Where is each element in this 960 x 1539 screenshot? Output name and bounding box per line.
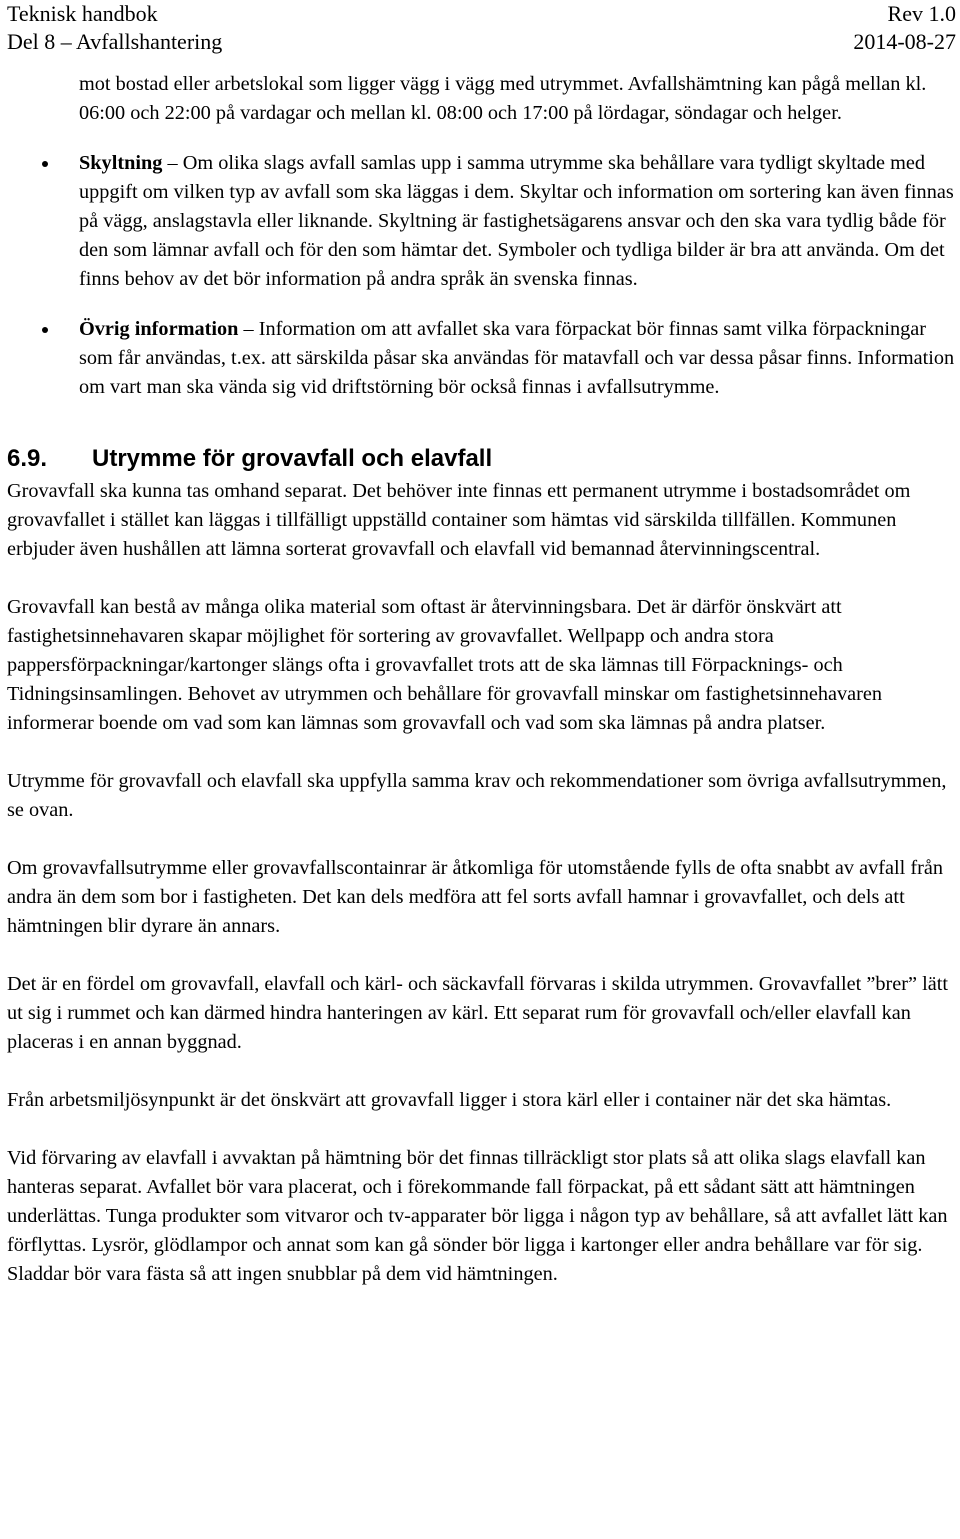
document-title: Teknisk handbok [7, 1, 158, 26]
bullet-dash: – [162, 152, 183, 174]
bullet-lead: Skyltning [79, 152, 163, 174]
paragraph: Grovavfall ska kunna tas omhand separat. Det behöver inte finnas ett permanent utrymme i bostadsområdet om grovavfallet i stället kan läggas i tillfälligt uppställd container som hämtas vid särskilda tillfällen. Kommunen erbjuder även hushållen att lämna sorterat grovavfall och elavfall vid bemannad återvinningscentral. [7, 480, 911, 560]
paragraph: Vid förvaring av elavfall i avvaktan på hämtning bör det finnas tillräckligt stor plats så att olika slags elavfall kan hanteras separat. Avfallet bör vara placerat, och i förekommande fall förpackat, på ett sådant sätt att hämtningen underlättas. Tunga produkter som vitvaror och tv-apparater bör ligga i någon typ av behållare, så att avfallet lätt kan förflyttas. Lysrör, glödlampor och annat som kan gå sönder bör ligga i kartonger eller andra behållare var för sig. Sladdar bör vara fästa så att ingen snubblar på dem vid hämtningen. [7, 1147, 948, 1285]
section-number: 6.9. [7, 445, 48, 472]
paragraph: Det är en fördel om grovavfall, elavfall och kärl- och säckavfall förvaras i skilda utrymmen. Grovavfallet ”brer” lätt ut sig i rummet och kan därmed hindra hanteringen av kärl. Ett separat rum för grovavfall och/eller elavfall kan placeras i en annan byggnad. [7, 973, 948, 1053]
section-title: Utrymme för grovavfall och elavfall [92, 445, 493, 472]
document-revision: Rev 1.0 [887, 1, 956, 26]
bullet-lead: Övrig information [79, 318, 239, 340]
bullet-text: Om olika slags avfall samlas upp i samma utrymme ska behållare vara tydligt skyltade med uppgift om vilken typ av avfall som ska läggas i dem. Skyltar och information om sortering kan även finnas på vägg, anslagstavla eller liknande. Skyltning är fastighetsägarens ansvar och den ska vara tydlig både för den som lämnar avfall och för den som hämtar det. Symboler och tydliga bilder är bra att använda. Om det finns behov av det bör information på andra språk än svenska finnas. [79, 152, 954, 290]
bullet-item-ovrig-information [7, 315, 958, 402]
paragraph: Om grovavfallsutrymme eller grovavfallscontainrar är åtkomliga för utomstående fylls de ofta snabbt av avfall från andra än dem som bor i fastigheten. Det kan dels medföra att fel sorts avfall hamnar i grovavfallet, och dels att hämtningen blir dyrare än annars. [7, 857, 943, 937]
bullet-text: Information om att avfallet ska vara förpackat bör finnas samt vilka förpackningar som får användas, t.ex. att särskilda påsar ska användas för matavfall och var dessa påsar finns. Information om vart man ska vända sig vid driftstörning bör också finnas i avfallsutrymme. [79, 318, 955, 398]
paragraph: Utrymme för grovavfall och elavfall ska uppfylla samma krav och rekommendationer som övriga avfallsutrymmen, se ovan. [7, 770, 947, 821]
section-heading [7, 444, 958, 474]
paragraph: Grovavfall kan bestå av många olika material som oftast är återvinningsbara. Det är därför önskvärt att fastighetsinnehavaren skapar möjlighet för sortering av grovavfallet. Wellpapp och andra stora pappersförpackningar/kartonger slängs ofta i grovavfallet trots att de ska lämnas till Förpacknings- och Tidningsinsamlingen. Behovet av utrymmen och behållare för grovavfall minskar om fastighetsinnehavaren informerar boende om vad som kan lämnas som grovavfall och vad som ska lämnas på andra platser. [7, 596, 883, 734]
intro-continuation: mot bostad eller arbetslokal som ligger vägg i vägg med utrymmet. Avfallshämtning kan pågå mellan kl. 06:00 och 22:00 på vardagar och mellan kl. 08:00 och 17:00 på lördagar, söndagar och helger. [79, 73, 927, 124]
header-row-top [7, 0, 956, 28]
paragraph: Från arbetsmiljösynpunkt är det önskvärt att grovavfall ligger i stora kärl eller i container när det ska hämtas. [7, 1089, 892, 1111]
document-part: Del 8 – Avfallshantering [7, 29, 223, 54]
page-body [7, 70, 958, 1289]
bullet-dot-icon [42, 327, 48, 333]
page-header [7, 0, 956, 56]
bullet-dash: – [238, 318, 259, 340]
bullet-dot-icon [42, 161, 48, 167]
document-date: 2014-08-27 [853, 29, 956, 54]
header-row-bottom [7, 28, 956, 56]
bullet-item-skyltning [7, 149, 958, 294]
